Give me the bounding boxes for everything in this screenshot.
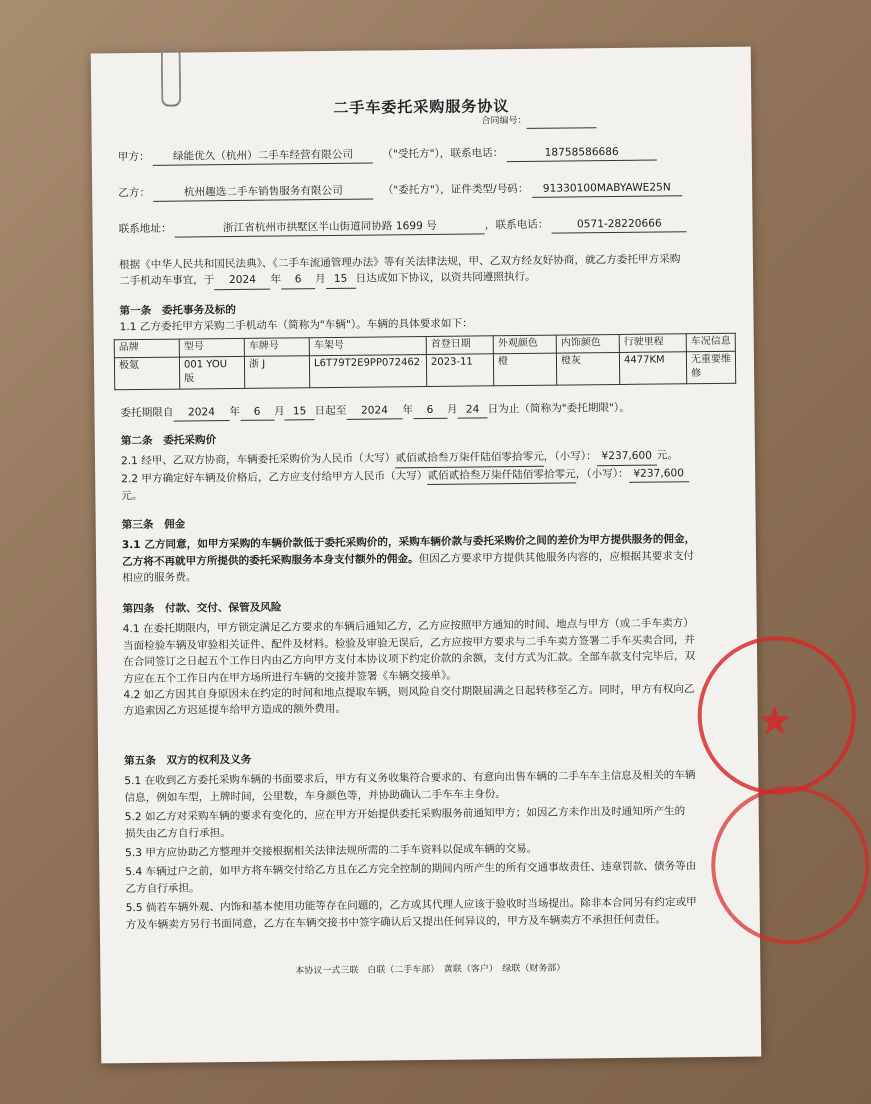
clause-4-1-line-4: 方应在五个工作日内在甲方场所进行车辆的交接并签署《车辆交接单》。 [123, 669, 458, 685]
clause-2-1-mid: ，（小写）： [543, 450, 597, 464]
table-row [114, 351, 735, 390]
clause-2-2-pre: 2.2 甲方确定好车辆及价格后，乙方应支付给甲方人民币（大写） [121, 469, 428, 485]
company-seal-stamp [697, 636, 857, 796]
table-header-cell: 内饰颜色 [556, 334, 619, 352]
party-a-label: 甲方： [117, 150, 150, 164]
article-4-heading: 第四条 付款、交付、保管及风险 [122, 601, 282, 616]
article-1-heading: 第一条 委托事务及标的 [119, 303, 237, 318]
table-cell-mileage: 4477KM [619, 351, 686, 384]
intro-year: 2024 [214, 272, 270, 290]
article-3-heading: 第三条 佣金 [121, 518, 186, 532]
contract-page [91, 47, 793, 1064]
article-5 [124, 747, 738, 933]
document-title: 二手车委托采购服务协议 [333, 97, 510, 117]
clause-5-5-line-1: 5.5 倘若车辆外观、内饰和基本使用功能等存在问题的，乙方或其代理人应该于验收时当场提出。除非本合同另有约定或甲 [125, 896, 697, 915]
period-to-month: 6 [413, 402, 447, 420]
intro-line-1: 根据《中华人民共和国民法典》、《二手车流通管理办法》等有关法律法规，甲、乙双方经友好协商，就乙方委托甲方采购 [118, 253, 681, 272]
intro-month-unit: 月 [314, 273, 326, 286]
clause-3-1-bold-line-1: 3.1 乙方同意，如甲方采购的车辆价款低于委托采购价的，采购车辆价款与委托采购价之间的差价为甲方提供服务的佣金， [121, 533, 696, 552]
table-cell-register-date: 2023-11 [426, 353, 493, 386]
intro-paragraph [119, 251, 731, 291]
party-a-role: （"受托方"） [382, 147, 440, 161]
period-year-unit: 年 [229, 405, 241, 419]
contract-number-blank [527, 127, 597, 129]
party-b-label: 乙方： [118, 186, 151, 200]
article-3 [122, 511, 735, 587]
table-cell-interior-color: 橙灰 [556, 352, 619, 385]
period-mid: 日起至 [314, 404, 347, 418]
table-cell-brand: 极氪 [114, 357, 179, 390]
vehicle-table [114, 333, 736, 390]
period-year-unit: 年 [402, 404, 414, 417]
period-from-year: 2024 [173, 404, 229, 422]
intro-day: 15 [326, 271, 356, 289]
clause-5-1-line-1: 5.1 在收到乙方委托采购车辆的书面要求后，甲方有义务收集符合要求的、有意向出售车辆的二手车车主信息及相关的车辆 [124, 769, 696, 788]
seal-star-icon: ★ [756, 698, 793, 745]
party-b-role: （"委托方"） [382, 183, 441, 197]
table-header-cell: 车牌号 [244, 338, 309, 356]
party-b-row [118, 179, 732, 203]
article-1-clause: 1.1 乙方委托甲方采购二手机动车（简称为"车辆"）。车辆的具体要求如下： [119, 317, 473, 334]
clause-2-1-post: 元。 [656, 449, 678, 462]
period-month-unit: 月 [273, 405, 285, 418]
clause-5-4-line-1: 5.4 车辆过户之前，如甲方将车辆交付给乙方且在乙方完全控制的期间内所产生的所有交通事故责任、违章罚款、债务等由 [125, 860, 697, 879]
intro-line-2-post: 日达成如下协议，以资共同遵照执行。 [355, 271, 536, 286]
article-4 [122, 595, 735, 720]
table-header-cell: 首登日期 [426, 336, 493, 354]
table-header-cell: 行驶里程 [619, 334, 686, 352]
period-pre: 委托期限自 [120, 406, 174, 420]
table-header-cell: 品牌 [114, 339, 179, 357]
contract-number-label: 合同编号： [481, 115, 527, 127]
intro-year-unit: 年 [270, 273, 282, 287]
party-a-phone-label: ，联系电话： [439, 147, 504, 160]
table-header-cell: 外观颜色 [493, 335, 556, 353]
address-row [118, 215, 732, 239]
article-1 [119, 297, 731, 336]
intro-month: 6 [281, 272, 315, 290]
clause-2-2-upper: 贰佰贰拾叁万柒仟陆佰零拾零元 [427, 466, 575, 485]
commission-period-row [120, 399, 734, 423]
clause-5-4-line-2: 乙方自行承担。 [125, 882, 200, 896]
period-post: 日为止（简称为"委托期限"）。 [487, 401, 630, 416]
party-a-phone: 18758586686 [507, 144, 657, 163]
party-b-id: 91330100MABYAWE25N [532, 179, 682, 198]
article-5-heading: 第五条 双方的权利及义务 [124, 753, 252, 768]
period-to-day: 24 [458, 401, 488, 419]
company-seal-stamp-2 [710, 785, 870, 945]
period-month-unit: 月 [446, 403, 458, 416]
clause-2-2-post: 元。 [121, 490, 143, 503]
table-header-cell: 车况信息 [686, 333, 735, 351]
period-to-year: 2024 [346, 402, 402, 420]
party-a-name: 绿能优久（杭州）二手车经营有限公司 [153, 147, 373, 167]
clause-5-3: 5.3 甲方应协助乙方整理并交接根据相关法律法规所需的二手车资料以促成车辆的交易。 [125, 842, 538, 860]
party-b-name: 杭州趣选二手车销售服务有限公司 [153, 183, 373, 203]
clause-2-1-lower: ¥237,600 [597, 448, 657, 466]
clause-2-1-upper: 贰佰贰拾叁万柒仟陆佰零拾零元 [395, 449, 543, 468]
table-cell-exterior-color: 橙 [493, 353, 556, 386]
clause-3-1-normal-line-2: 但因乙方要求甲方提供其他服务内容的，应根据其要求支付 [418, 550, 695, 565]
address-value: 浙江省杭州市拱墅区半山街道同协路 1699 号 [175, 217, 485, 238]
address-label: 联系地址： [118, 222, 172, 236]
address-phone: 0571-28220666 [552, 215, 687, 234]
clause-5-2-line-2: 损失由乙方自行承担。 [124, 826, 231, 840]
clause-4-1-line-3: 在合同签订之日起五个工作日内由乙方向甲方支付本协议项下约定价款的余额，支付方式为汇款。全部车款支付完毕后，双 [123, 650, 696, 669]
clause-5-2-line-1: 5.2 如乙方对采购车辆的要求有变化的，应在甲方开始提供委托采购服务前通知甲方；如因乙方未作出及时通知所产生的 [124, 805, 686, 824]
clause-5-1-line-2: 信息，例如车型，上牌时间，公里数，车身颜色等，并协助确认二手车车主身份。 [124, 787, 506, 804]
article-2 [121, 427, 734, 505]
clause-4-1-line-1: 4.1 在委托期限内，甲方锁定满足乙方要求的车辆后通知乙方，乙方应按照甲方通知的时间、地点与甲方（或二手车卖方） [122, 617, 694, 636]
table-cell-model: 001 YOU 版 [179, 356, 244, 389]
clause-2-2-mid: ，（小写）： [575, 467, 629, 481]
clause-4-2-line-1: 4.2 如乙方因其自身原因未在约定的时间和地点提取车辆，则风险自交付期限届满之日起转移至乙方。同时，甲方有权向乙 [123, 683, 695, 702]
table-header-cell: 车架号 [309, 336, 426, 355]
clause-3-1-line-3: 相应的服务费。 [122, 571, 197, 585]
table-cell-plate: 浙 J [244, 355, 309, 388]
period-from-day: 15 [285, 403, 315, 421]
contract-number [481, 114, 596, 129]
article-2-heading: 第二条 委托采购价 [120, 434, 217, 448]
clause-4-1-line-2: 当面检验车辆及审验相关证件、配件及材料。检验及审验无误后，乙方应按甲方要求与二手车卖方签署二手车买卖合同，并 [122, 634, 696, 652]
clause-5-5-line-2: 方及车辆卖方另行书面同意，乙方在车辆交接书中签字确认后又提出任何异议的，甲方及车辆卖方不承担任何责任。 [125, 913, 667, 931]
clause-4-2-line-2: 方追索因乙方迟延提车给甲方造成的额外费用。 [123, 703, 347, 718]
party-a-row [118, 143, 732, 167]
address-phone-label: ，联系电话： [484, 218, 549, 232]
clause-2-2-lower: ¥237,600 [629, 465, 689, 483]
table-cell-vin: L6T79T2E9PP072462 [309, 354, 426, 387]
copies-footer: 本协议一式三联 白联（二手车部） 黄联（客户） 绿联（财务部） [295, 963, 566, 977]
clause-2-1-pre: 2.1 经甲、乙双方协商，车辆委托采购价为人民币（大写） [120, 452, 396, 468]
table-cell-condition: 无重要维修 [686, 351, 735, 384]
table-header-cell: 型号 [179, 338, 244, 356]
intro-line-2-pre: 二手机动车事宜，于 [119, 274, 215, 288]
clause-3-1-bold-line-2: 乙方将不再就甲方所提供的委托采购服务本身支付额外的佣金。 [121, 552, 419, 568]
period-from-month: 6 [240, 404, 274, 422]
party-b-id-label: ，证件类型/号码： [440, 182, 529, 196]
